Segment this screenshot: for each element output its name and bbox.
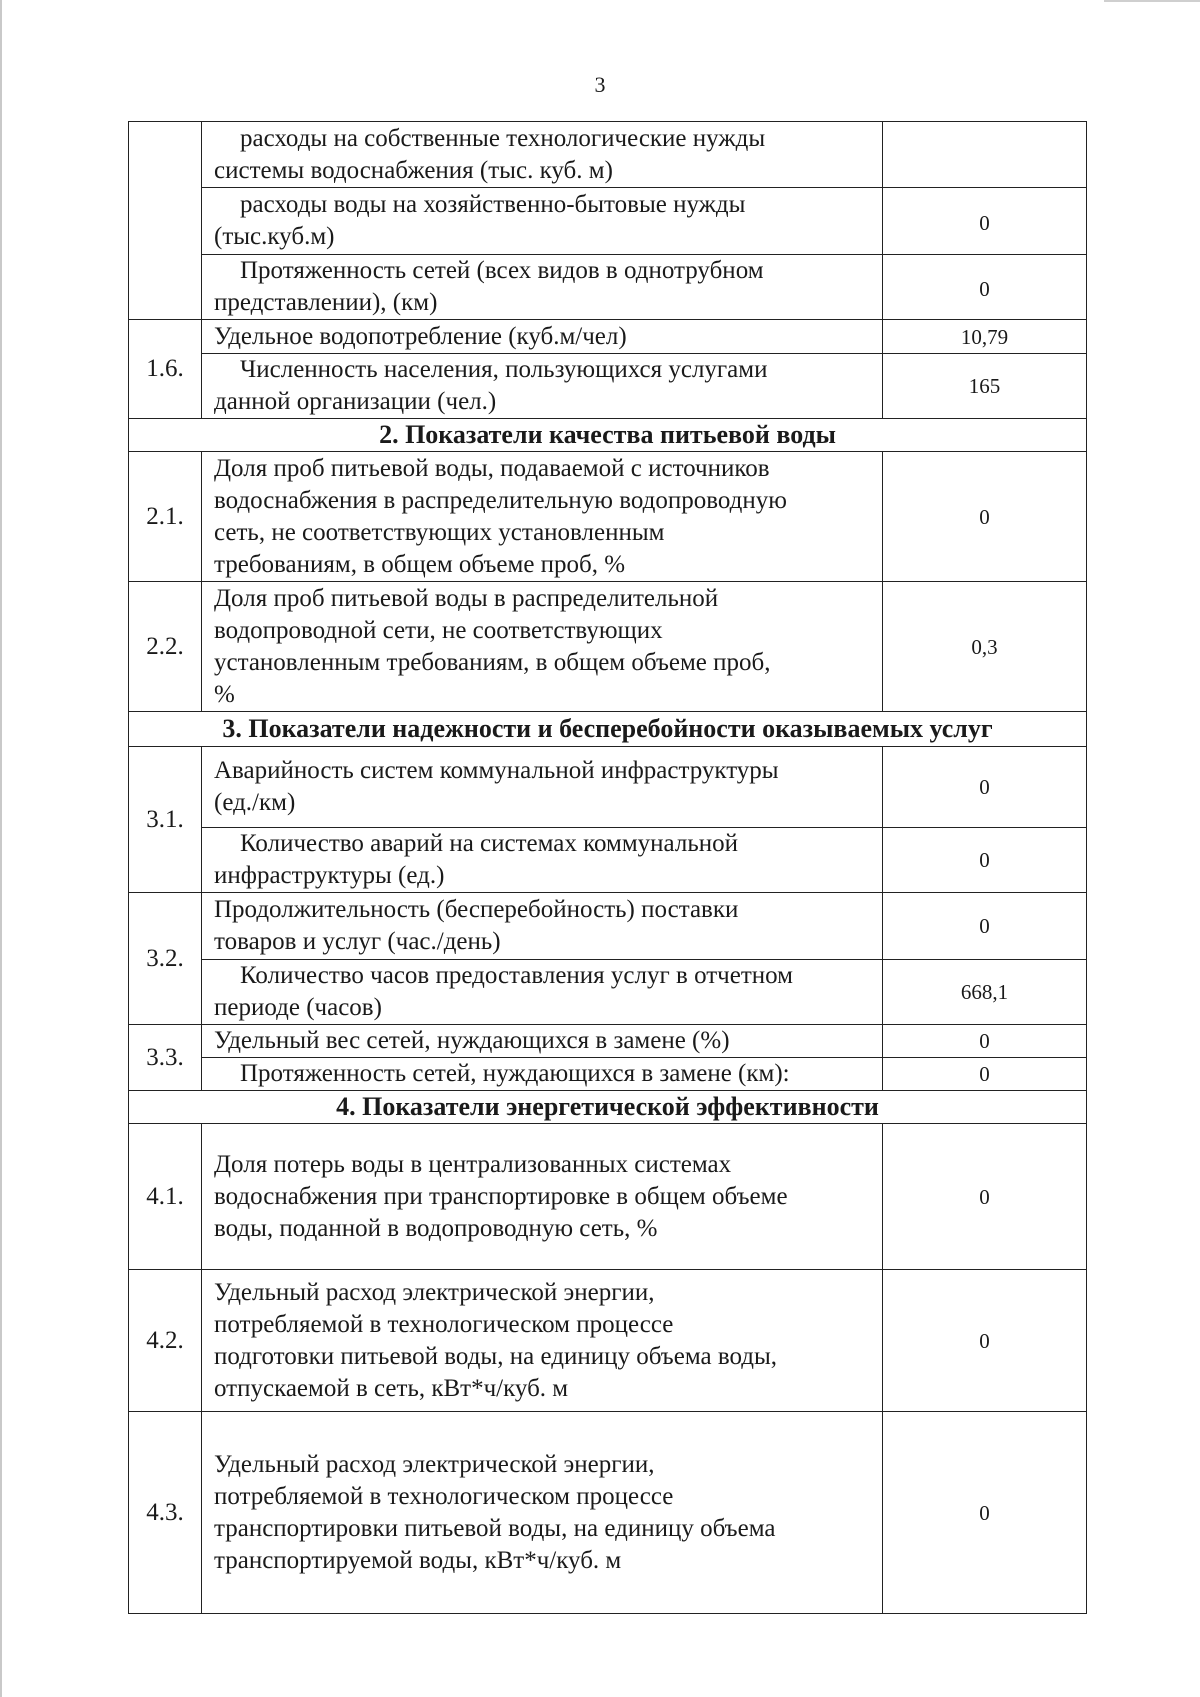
row-label-line: подготовки питьевой воды, на единицу объема воды, <box>214 1342 778 1370</box>
table-row <box>129 747 1087 828</box>
table-row <box>129 320 1087 354</box>
page-number: 3 <box>594 72 606 97</box>
row-label-line: (ед./км) <box>214 789 296 816</box>
row-value-cell: 0 <box>883 828 1087 893</box>
row-label-line: системы водоснабжения (тыс. куб. м) <box>214 156 613 184</box>
row-label-cell <box>202 893 883 960</box>
indicators-table <box>128 121 1087 1614</box>
row-value-cell: 0,3 <box>883 582 1087 712</box>
row-label-line: % <box>214 680 235 708</box>
row-label-line: Аварийность систем коммунальной инфраструктуры <box>214 757 779 784</box>
table-row <box>129 960 1087 1025</box>
row-label-line: потребляемой в технологическом процессе <box>214 1482 674 1510</box>
row-label-line: Доля проб питьевой воды, подаваемой с источников <box>214 454 770 482</box>
row-label-line: (тыс.куб.м) <box>214 223 335 250</box>
section-title: 4. Показатели энергетической эффективности <box>129 1091 1087 1124</box>
table-row <box>129 1124 1087 1270</box>
row-label-line: периоде (часов) <box>214 994 382 1021</box>
scan-top-mark <box>1104 0 1200 2</box>
row-label-line: Доля проб питьевой воды в распределительной <box>214 584 719 612</box>
row-number-cell: 4.3. <box>129 1412 202 1614</box>
row-value-cell: 0 <box>883 1412 1087 1614</box>
row-value-cell: 0 <box>883 747 1087 828</box>
row-label-line: транспортировки питьевой воды, на единицу объема <box>214 1514 776 1542</box>
row-label-line: Доля потерь воды в централизованных системах <box>214 1150 732 1178</box>
row-label-cell <box>202 582 883 712</box>
row-label-line: Количество аварий на системах коммунальной <box>240 830 739 857</box>
row-value-cell <box>883 122 1087 188</box>
row-value-cell: 0 <box>883 1058 1087 1091</box>
row-label-line: расходы на собственные технологические нужды <box>240 124 766 152</box>
row-label-cell: Удельное водопотребление (куб.м/чел) <box>202 320 883 354</box>
section-header-row <box>129 419 1087 452</box>
row-value-cell: 10,79 <box>883 320 1087 354</box>
row-number-cell: 2.2. <box>129 582 202 712</box>
section-title: 3. Показатели надежности и бесперебойности оказываемых услуг <box>129 712 1087 747</box>
row-label-cell <box>202 1124 883 1270</box>
row-label-line: представлении), (км) <box>214 289 438 316</box>
table-row <box>129 582 1087 712</box>
row-label-line: водоснабжения при транспортировке в общем объеме <box>214 1182 788 1210</box>
row-label-line: потребляемой в технологическом процессе <box>214 1310 674 1338</box>
row-label-cell <box>202 828 883 893</box>
table-row <box>129 893 1087 960</box>
row-number-cell: 2.1. <box>129 452 202 582</box>
row-number-cell: 4.1. <box>129 1124 202 1270</box>
row-label-line: водоснабжения в распределительную водопроводную <box>214 486 787 514</box>
row-label-line: Протяженность сетей, нуждающихся в замене (км): <box>240 1060 790 1087</box>
row-label-line: товаров и услуг (час./день) <box>214 928 501 955</box>
row-value-cell: 0 <box>883 1025 1087 1058</box>
table-row <box>129 452 1087 582</box>
row-value-cell: 0 <box>883 452 1087 582</box>
row-label-cell <box>202 1412 883 1614</box>
row-label-line: Численность населения, пользующихся услугами <box>240 356 768 383</box>
row-number-cell: 3.3. <box>129 1025 202 1091</box>
table-row <box>129 1058 1087 1091</box>
row-value-cell: 0 <box>883 1270 1087 1412</box>
table-row <box>129 122 1087 188</box>
row-number-cell: 4.2. <box>129 1270 202 1412</box>
row-label-line: Количество часов предоставления услуг в отчетном <box>240 962 793 989</box>
scan-left-edge <box>0 0 2 1697</box>
row-label-line: инфраструктуры (ед.) <box>214 862 445 889</box>
table-row <box>129 1270 1087 1412</box>
row-number-cell: 3.1. <box>129 747 202 893</box>
table-row <box>129 828 1087 893</box>
row-number-cell: 3.2. <box>129 893 202 1025</box>
row-label-cell <box>202 1058 883 1091</box>
row-label-cell <box>202 122 883 188</box>
row-label-cell: Удельный вес сетей, нуждающихся в замене (%) <box>202 1025 883 1058</box>
row-label-line: данной организации (чел.) <box>214 388 497 415</box>
row-label-cell <box>202 354 883 419</box>
row-number-cell <box>129 122 202 320</box>
section-header-row <box>129 712 1087 747</box>
row-value-cell: 165 <box>883 354 1087 419</box>
table-row <box>129 1412 1087 1614</box>
row-label-line: транспортируемой воды, кВт*ч/куб. м <box>214 1546 622 1574</box>
row-label-line: требованиям, в общем объеме проб, % <box>214 550 626 578</box>
row-label-line: водопроводной сети, не соответствующих <box>214 616 663 644</box>
row-label-line: установленным требованиям, в общем объеме проб, <box>214 648 771 676</box>
row-label-line: расходы воды на хозяйственно-бытовые нужды <box>240 191 746 218</box>
row-label-line: Удельный расход электрической энергии, <box>214 1450 655 1478</box>
row-value-cell: 668,1 <box>883 960 1087 1025</box>
row-label-line: Продолжительность (бесперебойность) поставки <box>214 896 739 923</box>
row-label-cell <box>202 1270 883 1412</box>
row-number-cell: 1.6. <box>129 320 202 419</box>
section-header-row <box>129 1091 1087 1124</box>
row-label-line: Протяженность сетей (всех видов в однотрубном <box>240 257 764 284</box>
row-label-line: воды, поданной в водопроводную сеть, % <box>214 1214 658 1242</box>
table-row <box>129 354 1087 419</box>
row-label-cell <box>202 188 883 255</box>
row-label-cell <box>202 452 883 582</box>
row-label-cell <box>202 960 883 1025</box>
section-title: 2. Показатели качества питьевой воды <box>129 419 1087 452</box>
row-label-line: отпускаемой в сеть, кВт*ч/куб. м <box>214 1374 569 1402</box>
row-value-cell: 0 <box>883 1124 1087 1270</box>
row-label-cell <box>202 747 883 828</box>
row-label-cell <box>202 255 883 320</box>
row-value-cell: 0 <box>883 893 1087 960</box>
row-label-line: сеть, не соответствующих установленным <box>214 518 665 546</box>
row-value-cell: 0 <box>883 255 1087 320</box>
row-label-line: Удельный расход электрической энергии, <box>214 1278 655 1306</box>
table-row <box>129 255 1087 320</box>
table-row <box>129 1025 1087 1058</box>
table-row <box>129 188 1087 255</box>
row-value-cell: 0 <box>883 188 1087 255</box>
